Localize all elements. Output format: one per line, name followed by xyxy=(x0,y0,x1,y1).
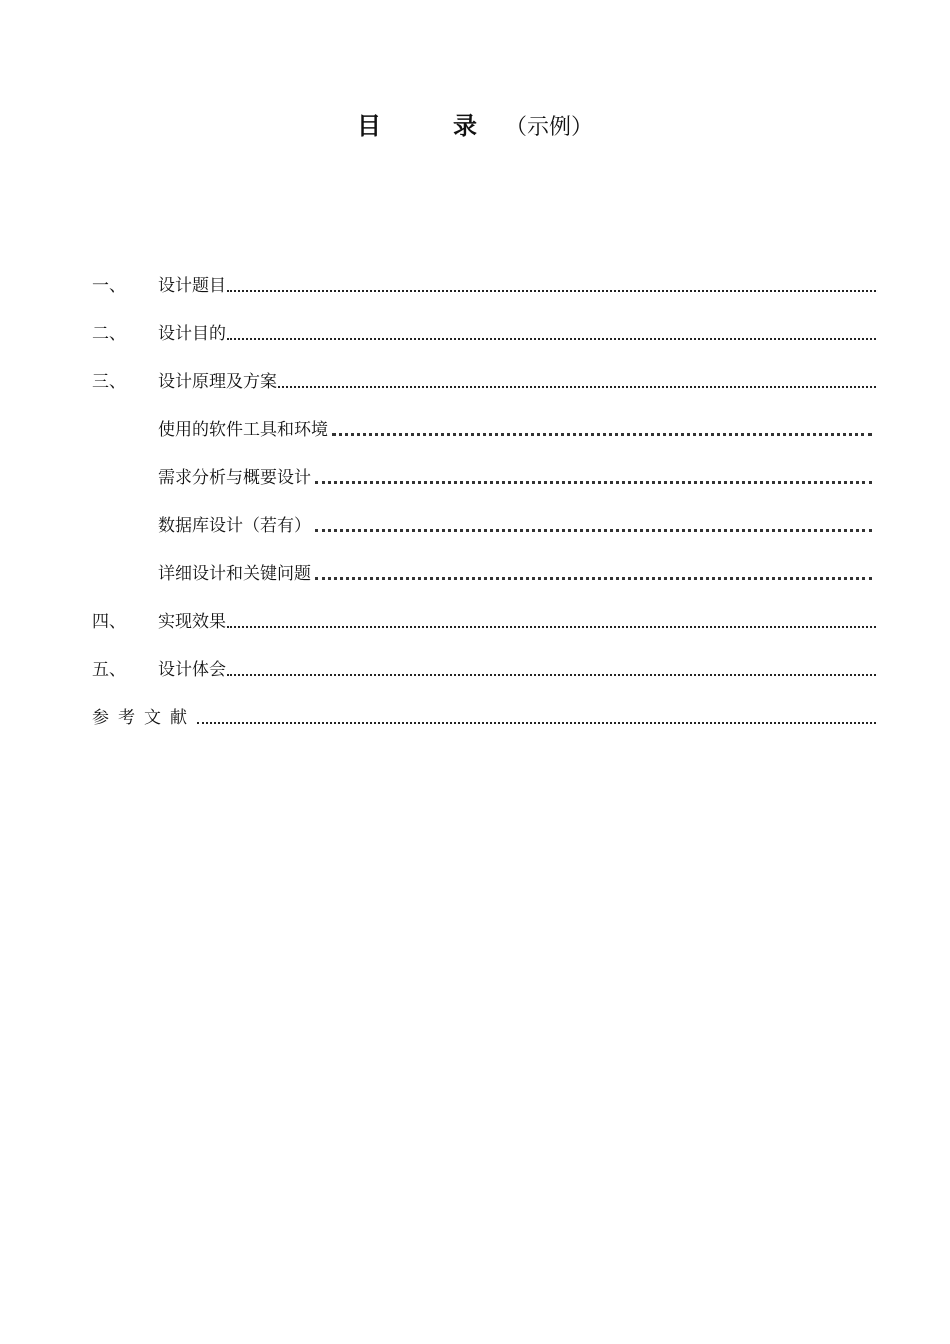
toc-entry-label: 实现效果 xyxy=(158,612,226,632)
dot-leader xyxy=(315,529,872,532)
toc-subentry[interactable] xyxy=(92,556,876,586)
dot-leader xyxy=(332,433,872,436)
title-main: 目 录 xyxy=(356,112,477,140)
dot-leader xyxy=(227,626,876,628)
toc-entry-label: 需求分析与概要设计 xyxy=(158,468,311,488)
dot-leader xyxy=(197,722,876,724)
toc-entry[interactable] xyxy=(92,652,876,682)
toc-entry-label: 详细设计和关键问题 xyxy=(158,564,311,584)
toc-entry-label: 设计题目 xyxy=(158,276,226,296)
toc-entry-references[interactable] xyxy=(92,700,876,730)
toc-subentry[interactable] xyxy=(92,460,876,490)
toc-entry[interactable] xyxy=(92,316,876,346)
dot-leader xyxy=(227,290,876,292)
toc-entry-label: 数据库设计（若有） xyxy=(158,516,311,536)
toc-entry[interactable] xyxy=(92,604,876,634)
toc-entry[interactable] xyxy=(92,268,876,298)
toc-entry[interactable] xyxy=(92,364,876,394)
dot-leader xyxy=(227,674,876,676)
dot-leader xyxy=(315,481,872,484)
toc-entry-number: 四、 xyxy=(92,612,126,632)
toc-entry-number: 五、 xyxy=(92,660,126,680)
toc-entry-label: 设计目的 xyxy=(158,324,226,344)
page-title xyxy=(0,108,950,146)
toc-subentry[interactable] xyxy=(92,412,876,442)
dot-leader xyxy=(227,338,876,340)
toc-entry-label: 设计原理及方案 xyxy=(158,372,277,392)
toc-entry-number: 一、 xyxy=(92,276,126,296)
toc-entry-number: 三、 xyxy=(92,372,126,392)
toc-entry-label: 设计体会 xyxy=(158,660,226,680)
toc-entry-label: 使用的软件工具和环境 xyxy=(158,420,328,440)
dot-leader xyxy=(315,577,872,580)
dot-leader xyxy=(278,386,876,388)
title-note: （示例） xyxy=(504,115,593,140)
toc-entry-label: 参考文献 xyxy=(92,708,196,728)
toc-entry-number: 二、 xyxy=(92,324,126,344)
toc-subentry[interactable] xyxy=(92,508,876,538)
